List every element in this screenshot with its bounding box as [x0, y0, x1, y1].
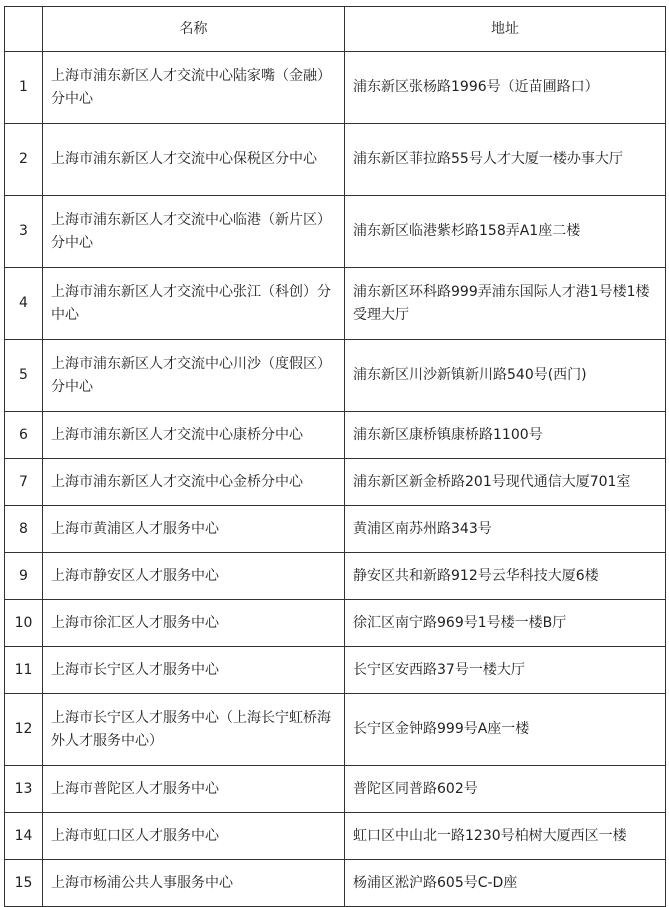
row-index: 13: [5, 766, 43, 813]
table-row: [5, 813, 666, 860]
row-name: 上海市浦东新区人才交流中心金桥分中心: [43, 459, 345, 506]
service-center-table: [4, 6, 666, 907]
row-index: 9: [5, 553, 43, 600]
row-name: 上海市杨浦公共人事服务中心: [43, 860, 345, 907]
row-name: 上海市徐汇区人才服务中心: [43, 600, 345, 647]
table-row: [5, 694, 666, 766]
row-address: 黄浦区南苏州路343号: [345, 506, 666, 553]
table-row: [5, 124, 666, 196]
row-name: 上海市虹口区人才服务中心: [43, 813, 345, 860]
row-index: 6: [5, 412, 43, 459]
table-row: [5, 766, 666, 813]
table-row: [5, 52, 666, 124]
table-body: [5, 52, 666, 907]
row-name: 上海市浦东新区人才交流中心陆家嘴（金融）分中心: [43, 52, 345, 124]
row-address: 浦东新区川沙新镇新川路540号(西门): [345, 340, 666, 412]
row-address: 静安区共和新路912号云华科技大厦6楼: [345, 553, 666, 600]
row-name: 上海市长宁区人才服务中心: [43, 647, 345, 694]
row-index: 1: [5, 52, 43, 124]
row-index: 14: [5, 813, 43, 860]
row-address: 浦东新区新金桥路201号现代通信大厦701室: [345, 459, 666, 506]
row-address: 浦东新区康桥镇康桥路1100号: [345, 412, 666, 459]
row-index: 7: [5, 459, 43, 506]
row-index: 8: [5, 506, 43, 553]
row-index: 5: [5, 340, 43, 412]
row-index: 10: [5, 600, 43, 647]
row-address: 浦东新区张杨路1996号（近苗圃路口）: [345, 52, 666, 124]
table-row: [5, 553, 666, 600]
table-row: [5, 860, 666, 907]
row-address: 长宁区安西路37号一楼大厅: [345, 647, 666, 694]
table-row: [5, 340, 666, 412]
row-name: 上海市静安区人才服务中心: [43, 553, 345, 600]
table-row: [5, 600, 666, 647]
row-address: 浦东新区临港紫杉路158弄A1座二楼: [345, 196, 666, 268]
header-address: 地址: [345, 7, 666, 52]
row-index: 15: [5, 860, 43, 907]
row-name: 上海市黄浦区人才服务中心: [43, 506, 345, 553]
row-name: 上海市浦东新区人才交流中心张江（科创）分中心: [43, 268, 345, 340]
table-row: [5, 459, 666, 506]
header-index: [5, 7, 43, 52]
row-name: 上海市浦东新区人才交流中心川沙（度假区）分中心: [43, 340, 345, 412]
table-row: [5, 647, 666, 694]
row-name: 上海市长宁区人才服务中心（上海长宁虹桥海外人才服务中心）: [43, 694, 345, 766]
row-index: 4: [5, 268, 43, 340]
row-name: 上海市浦东新区人才交流中心康桥分中心: [43, 412, 345, 459]
row-address: 浦东新区菲拉路55号人才大厦一楼办事大厅: [345, 124, 666, 196]
row-index: 3: [5, 196, 43, 268]
table-row: [5, 196, 666, 268]
table-header-row: [5, 7, 666, 52]
row-index: 12: [5, 694, 43, 766]
row-name: 上海市普陀区人才服务中心: [43, 766, 345, 813]
row-address: 虹口区中山北一路1230号柏树大厦西区一楼: [345, 813, 666, 860]
row-address: 普陀区同普路602号: [345, 766, 666, 813]
header-name: 名称: [43, 7, 345, 52]
row-index: 11: [5, 647, 43, 694]
table-row: [5, 412, 666, 459]
row-address: 长宁区金钟路999号A座一楼: [345, 694, 666, 766]
row-address: 浦东新区环科路999弄浦东国际人才港1号楼1楼受理大厅: [345, 268, 666, 340]
row-index: 2: [5, 124, 43, 196]
row-name: 上海市浦东新区人才交流中心保税区分中心: [43, 124, 345, 196]
table-row: [5, 506, 666, 553]
row-address: 徐汇区南宁路969号1号楼一楼B厅: [345, 600, 666, 647]
table-row: [5, 268, 666, 340]
row-name: 上海市浦东新区人才交流中心临港（新片区）分中心: [43, 196, 345, 268]
row-address: 杨浦区淞沪路605号C-D座: [345, 860, 666, 907]
